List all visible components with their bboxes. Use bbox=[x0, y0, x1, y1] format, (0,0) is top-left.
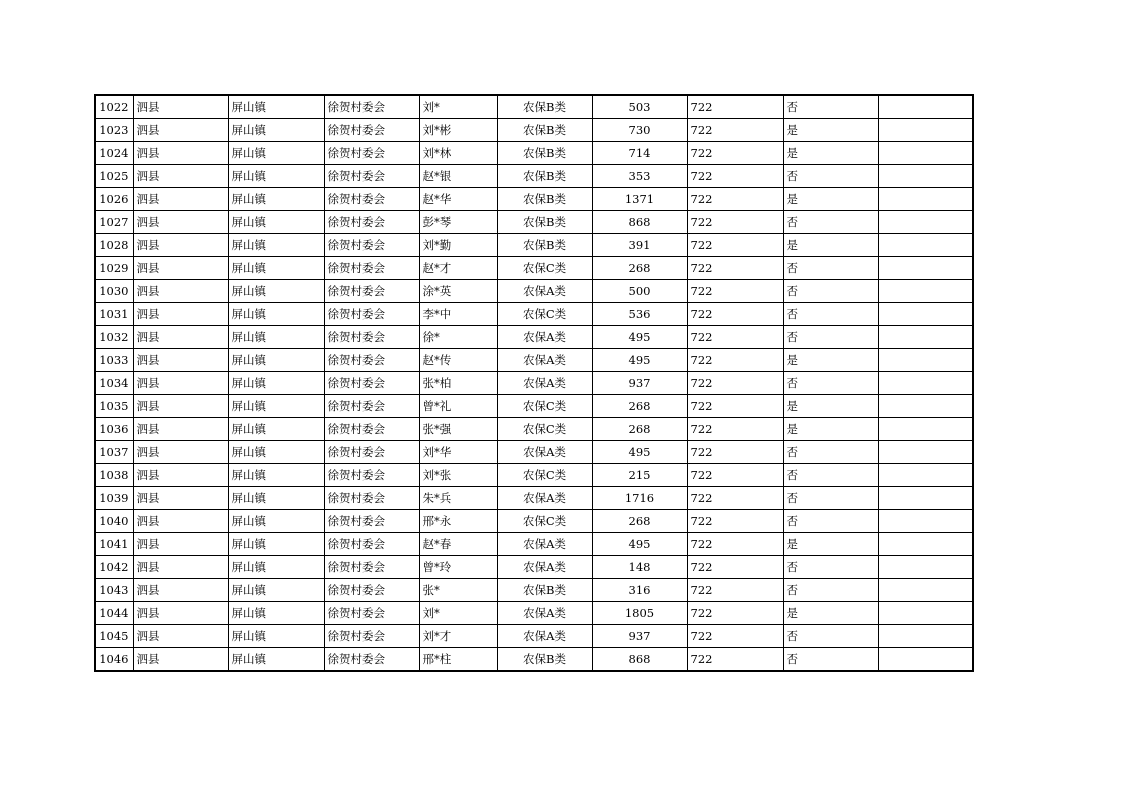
cell-flag: 否 bbox=[783, 464, 878, 487]
table-row bbox=[95, 556, 973, 579]
cell-amount: 268 bbox=[592, 510, 687, 533]
cell-town: 屏山镇 bbox=[228, 349, 324, 372]
cell-code: 722 bbox=[687, 625, 783, 648]
table-row bbox=[95, 625, 973, 648]
cell-remark bbox=[878, 142, 973, 165]
cell-code: 722 bbox=[687, 372, 783, 395]
cell-id: 1039 bbox=[95, 487, 133, 510]
cell-remark bbox=[878, 441, 973, 464]
cell-remark bbox=[878, 303, 973, 326]
cell-amount: 268 bbox=[592, 395, 687, 418]
cell-category: 农保A类 bbox=[497, 487, 592, 510]
cell-category: 农保B类 bbox=[497, 234, 592, 257]
table-row bbox=[95, 95, 973, 119]
cell-category: 农保A类 bbox=[497, 441, 592, 464]
cell-town: 屏山镇 bbox=[228, 326, 324, 349]
cell-flag: 否 bbox=[783, 257, 878, 280]
cell-town: 屏山镇 bbox=[228, 648, 324, 672]
table-body bbox=[95, 95, 973, 671]
cell-category: 农保C类 bbox=[497, 395, 592, 418]
cell-category: 农保B类 bbox=[497, 165, 592, 188]
cell-name: 张*强 bbox=[419, 418, 497, 441]
cell-name: 彭*琴 bbox=[419, 211, 497, 234]
cell-code: 722 bbox=[687, 418, 783, 441]
cell-amount: 868 bbox=[592, 648, 687, 672]
cell-code: 722 bbox=[687, 533, 783, 556]
cell-code: 722 bbox=[687, 95, 783, 119]
cell-village: 徐贺村委会 bbox=[324, 326, 419, 349]
cell-category: 农保B类 bbox=[497, 648, 592, 672]
cell-village: 徐贺村委会 bbox=[324, 418, 419, 441]
cell-id: 1035 bbox=[95, 395, 133, 418]
cell-flag: 否 bbox=[783, 95, 878, 119]
cell-amount: 316 bbox=[592, 579, 687, 602]
cell-name: 涂*英 bbox=[419, 280, 497, 303]
cell-amount: 868 bbox=[592, 211, 687, 234]
cell-county: 泗县 bbox=[133, 165, 228, 188]
cell-remark bbox=[878, 648, 973, 672]
cell-remark bbox=[878, 464, 973, 487]
cell-id: 1028 bbox=[95, 234, 133, 257]
cell-amount: 391 bbox=[592, 234, 687, 257]
cell-amount: 714 bbox=[592, 142, 687, 165]
cell-code: 722 bbox=[687, 395, 783, 418]
table-row bbox=[95, 349, 973, 372]
cell-id: 1031 bbox=[95, 303, 133, 326]
table-row bbox=[95, 234, 973, 257]
table-row bbox=[95, 648, 973, 672]
cell-village: 徐贺村委会 bbox=[324, 441, 419, 464]
cell-town: 屏山镇 bbox=[228, 533, 324, 556]
table-row bbox=[95, 418, 973, 441]
cell-county: 泗县 bbox=[133, 487, 228, 510]
cell-remark bbox=[878, 257, 973, 280]
cell-name: 赵*传 bbox=[419, 349, 497, 372]
cell-town: 屏山镇 bbox=[228, 510, 324, 533]
table-row bbox=[95, 303, 973, 326]
table-row bbox=[95, 257, 973, 280]
table-row bbox=[95, 579, 973, 602]
cell-town: 屏山镇 bbox=[228, 303, 324, 326]
cell-village: 徐贺村委会 bbox=[324, 579, 419, 602]
cell-category: 农保B类 bbox=[497, 188, 592, 211]
cell-name: 刘* bbox=[419, 602, 497, 625]
cell-code: 722 bbox=[687, 441, 783, 464]
table-row bbox=[95, 533, 973, 556]
cell-county: 泗县 bbox=[133, 142, 228, 165]
cell-name: 刘*华 bbox=[419, 441, 497, 464]
cell-code: 722 bbox=[687, 510, 783, 533]
cell-name: 张* bbox=[419, 579, 497, 602]
cell-flag: 是 bbox=[783, 602, 878, 625]
cell-county: 泗县 bbox=[133, 303, 228, 326]
cell-amount: 536 bbox=[592, 303, 687, 326]
table-row bbox=[95, 119, 973, 142]
cell-category: 农保A类 bbox=[497, 625, 592, 648]
cell-remark bbox=[878, 119, 973, 142]
cell-remark bbox=[878, 625, 973, 648]
cell-name: 朱*兵 bbox=[419, 487, 497, 510]
cell-flag: 否 bbox=[783, 648, 878, 672]
cell-town: 屏山镇 bbox=[228, 165, 324, 188]
table-row bbox=[95, 372, 973, 395]
cell-flag: 是 bbox=[783, 234, 878, 257]
cell-name: 刘*张 bbox=[419, 464, 497, 487]
cell-code: 722 bbox=[687, 280, 783, 303]
cell-county: 泗县 bbox=[133, 510, 228, 533]
cell-amount: 215 bbox=[592, 464, 687, 487]
cell-town: 屏山镇 bbox=[228, 464, 324, 487]
cell-category: 农保C类 bbox=[497, 464, 592, 487]
cell-amount: 353 bbox=[592, 165, 687, 188]
cell-code: 722 bbox=[687, 211, 783, 234]
cell-remark bbox=[878, 372, 973, 395]
cell-remark bbox=[878, 349, 973, 372]
cell-flag: 否 bbox=[783, 211, 878, 234]
cell-town: 屏山镇 bbox=[228, 602, 324, 625]
cell-category: 农保A类 bbox=[497, 602, 592, 625]
cell-category: 农保A类 bbox=[497, 533, 592, 556]
cell-flag: 是 bbox=[783, 142, 878, 165]
cell-flag: 否 bbox=[783, 579, 878, 602]
cell-county: 泗县 bbox=[133, 326, 228, 349]
cell-category: 农保A类 bbox=[497, 372, 592, 395]
cell-id: 1038 bbox=[95, 464, 133, 487]
cell-code: 722 bbox=[687, 487, 783, 510]
cell-town: 屏山镇 bbox=[228, 395, 324, 418]
cell-amount: 495 bbox=[592, 441, 687, 464]
cell-village: 徐贺村委会 bbox=[324, 395, 419, 418]
cell-county: 泗县 bbox=[133, 464, 228, 487]
cell-village: 徐贺村委会 bbox=[324, 510, 419, 533]
data-table bbox=[94, 94, 974, 672]
cell-flag: 否 bbox=[783, 510, 878, 533]
cell-village: 徐贺村委会 bbox=[324, 257, 419, 280]
cell-flag: 是 bbox=[783, 418, 878, 441]
cell-village: 徐贺村委会 bbox=[324, 372, 419, 395]
cell-remark bbox=[878, 510, 973, 533]
cell-remark bbox=[878, 418, 973, 441]
cell-name: 邢*永 bbox=[419, 510, 497, 533]
cell-county: 泗县 bbox=[133, 625, 228, 648]
cell-amount: 1371 bbox=[592, 188, 687, 211]
cell-id: 1023 bbox=[95, 119, 133, 142]
cell-county: 泗县 bbox=[133, 119, 228, 142]
cell-name: 赵*春 bbox=[419, 533, 497, 556]
cell-category: 农保A类 bbox=[497, 349, 592, 372]
cell-code: 722 bbox=[687, 303, 783, 326]
cell-county: 泗县 bbox=[133, 602, 228, 625]
cell-flag: 否 bbox=[783, 280, 878, 303]
cell-amount: 495 bbox=[592, 533, 687, 556]
cell-county: 泗县 bbox=[133, 579, 228, 602]
cell-village: 徐贺村委会 bbox=[324, 142, 419, 165]
cell-remark bbox=[878, 602, 973, 625]
cell-amount: 937 bbox=[592, 625, 687, 648]
cell-category: 农保B类 bbox=[497, 579, 592, 602]
cell-town: 屏山镇 bbox=[228, 211, 324, 234]
cell-remark bbox=[878, 165, 973, 188]
cell-id: 1040 bbox=[95, 510, 133, 533]
cell-amount: 937 bbox=[592, 372, 687, 395]
cell-id: 1033 bbox=[95, 349, 133, 372]
cell-county: 泗县 bbox=[133, 648, 228, 672]
cell-remark bbox=[878, 234, 973, 257]
cell-name: 刘* bbox=[419, 95, 497, 119]
cell-amount: 148 bbox=[592, 556, 687, 579]
cell-category: 农保A类 bbox=[497, 326, 592, 349]
cell-id: 1043 bbox=[95, 579, 133, 602]
cell-town: 屏山镇 bbox=[228, 257, 324, 280]
cell-remark bbox=[878, 395, 973, 418]
cell-village: 徐贺村委会 bbox=[324, 556, 419, 579]
cell-amount: 268 bbox=[592, 257, 687, 280]
cell-flag: 否 bbox=[783, 441, 878, 464]
cell-category: 农保B类 bbox=[497, 142, 592, 165]
cell-county: 泗县 bbox=[133, 257, 228, 280]
cell-category: 农保C类 bbox=[497, 257, 592, 280]
table-row bbox=[95, 487, 973, 510]
cell-village: 徐贺村委会 bbox=[324, 165, 419, 188]
cell-amount: 495 bbox=[592, 349, 687, 372]
cell-flag: 否 bbox=[783, 326, 878, 349]
table-row bbox=[95, 326, 973, 349]
cell-county: 泗县 bbox=[133, 395, 228, 418]
cell-village: 徐贺村委会 bbox=[324, 211, 419, 234]
table-row bbox=[95, 165, 973, 188]
table-row bbox=[95, 510, 973, 533]
cell-flag: 是 bbox=[783, 395, 878, 418]
cell-town: 屏山镇 bbox=[228, 625, 324, 648]
cell-town: 屏山镇 bbox=[228, 142, 324, 165]
cell-code: 722 bbox=[687, 326, 783, 349]
table-row bbox=[95, 464, 973, 487]
cell-code: 722 bbox=[687, 188, 783, 211]
table-row bbox=[95, 188, 973, 211]
cell-name: 曾*礼 bbox=[419, 395, 497, 418]
cell-name: 徐* bbox=[419, 326, 497, 349]
cell-county: 泗县 bbox=[133, 95, 228, 119]
cell-village: 徐贺村委会 bbox=[324, 533, 419, 556]
cell-amount: 1805 bbox=[592, 602, 687, 625]
table-row bbox=[95, 280, 973, 303]
cell-town: 屏山镇 bbox=[228, 119, 324, 142]
cell-id: 1037 bbox=[95, 441, 133, 464]
cell-name: 赵*银 bbox=[419, 165, 497, 188]
cell-id: 1029 bbox=[95, 257, 133, 280]
cell-county: 泗县 bbox=[133, 280, 228, 303]
cell-code: 722 bbox=[687, 648, 783, 672]
cell-name: 刘*才 bbox=[419, 625, 497, 648]
cell-flag: 否 bbox=[783, 303, 878, 326]
cell-name: 曾*玲 bbox=[419, 556, 497, 579]
cell-remark bbox=[878, 533, 973, 556]
cell-town: 屏山镇 bbox=[228, 280, 324, 303]
cell-remark bbox=[878, 326, 973, 349]
table-row bbox=[95, 142, 973, 165]
cell-flag: 否 bbox=[783, 487, 878, 510]
cell-code: 722 bbox=[687, 165, 783, 188]
cell-town: 屏山镇 bbox=[228, 372, 324, 395]
cell-town: 屏山镇 bbox=[228, 441, 324, 464]
cell-amount: 730 bbox=[592, 119, 687, 142]
cell-flag: 是 bbox=[783, 533, 878, 556]
cell-remark bbox=[878, 280, 973, 303]
cell-county: 泗县 bbox=[133, 211, 228, 234]
cell-village: 徐贺村委会 bbox=[324, 349, 419, 372]
cell-name: 张*柏 bbox=[419, 372, 497, 395]
cell-town: 屏山镇 bbox=[228, 418, 324, 441]
cell-village: 徐贺村委会 bbox=[324, 303, 419, 326]
cell-village: 徐贺村委会 bbox=[324, 95, 419, 119]
table-row bbox=[95, 602, 973, 625]
cell-county: 泗县 bbox=[133, 349, 228, 372]
cell-town: 屏山镇 bbox=[228, 487, 324, 510]
cell-town: 屏山镇 bbox=[228, 556, 324, 579]
cell-id: 1042 bbox=[95, 556, 133, 579]
cell-village: 徐贺村委会 bbox=[324, 188, 419, 211]
cell-town: 屏山镇 bbox=[228, 188, 324, 211]
cell-name: 邢*柱 bbox=[419, 648, 497, 672]
table-row bbox=[95, 395, 973, 418]
cell-name: 刘*勤 bbox=[419, 234, 497, 257]
cell-county: 泗县 bbox=[133, 372, 228, 395]
cell-code: 722 bbox=[687, 257, 783, 280]
cell-id: 1026 bbox=[95, 188, 133, 211]
cell-name: 刘*林 bbox=[419, 142, 497, 165]
cell-code: 722 bbox=[687, 602, 783, 625]
cell-id: 1022 bbox=[95, 95, 133, 119]
cell-remark bbox=[878, 556, 973, 579]
cell-code: 722 bbox=[687, 234, 783, 257]
cell-category: 农保A类 bbox=[497, 556, 592, 579]
cell-id: 1045 bbox=[95, 625, 133, 648]
cell-village: 徐贺村委会 bbox=[324, 280, 419, 303]
cell-remark bbox=[878, 95, 973, 119]
cell-amount: 503 bbox=[592, 95, 687, 119]
cell-category: 农保C类 bbox=[497, 418, 592, 441]
cell-name: 赵*华 bbox=[419, 188, 497, 211]
table-row bbox=[95, 441, 973, 464]
cell-county: 泗县 bbox=[133, 533, 228, 556]
cell-county: 泗县 bbox=[133, 188, 228, 211]
cell-flag: 是 bbox=[783, 349, 878, 372]
cell-flag: 是 bbox=[783, 119, 878, 142]
cell-village: 徐贺村委会 bbox=[324, 464, 419, 487]
cell-code: 722 bbox=[687, 579, 783, 602]
cell-flag: 否 bbox=[783, 625, 878, 648]
cell-category: 农保C类 bbox=[497, 303, 592, 326]
cell-village: 徐贺村委会 bbox=[324, 487, 419, 510]
cell-name: 刘*彬 bbox=[419, 119, 497, 142]
cell-id: 1024 bbox=[95, 142, 133, 165]
cell-id: 1027 bbox=[95, 211, 133, 234]
cell-amount: 495 bbox=[592, 326, 687, 349]
cell-id: 1025 bbox=[95, 165, 133, 188]
cell-code: 722 bbox=[687, 349, 783, 372]
cell-code: 722 bbox=[687, 556, 783, 579]
cell-category: 农保B类 bbox=[497, 211, 592, 234]
cell-remark bbox=[878, 579, 973, 602]
cell-county: 泗县 bbox=[133, 418, 228, 441]
cell-town: 屏山镇 bbox=[228, 234, 324, 257]
cell-id: 1041 bbox=[95, 533, 133, 556]
cell-remark bbox=[878, 188, 973, 211]
cell-county: 泗县 bbox=[133, 441, 228, 464]
cell-id: 1046 bbox=[95, 648, 133, 672]
cell-remark bbox=[878, 211, 973, 234]
cell-id: 1032 bbox=[95, 326, 133, 349]
cell-id: 1030 bbox=[95, 280, 133, 303]
cell-flag: 是 bbox=[783, 188, 878, 211]
cell-county: 泗县 bbox=[133, 234, 228, 257]
cell-id: 1034 bbox=[95, 372, 133, 395]
cell-amount: 500 bbox=[592, 280, 687, 303]
cell-code: 722 bbox=[687, 464, 783, 487]
table-row bbox=[95, 211, 973, 234]
cell-flag: 否 bbox=[783, 165, 878, 188]
cell-name: 赵*才 bbox=[419, 257, 497, 280]
cell-village: 徐贺村委会 bbox=[324, 234, 419, 257]
cell-flag: 否 bbox=[783, 372, 878, 395]
cell-village: 徐贺村委会 bbox=[324, 602, 419, 625]
cell-town: 屏山镇 bbox=[228, 579, 324, 602]
cell-village: 徐贺村委会 bbox=[324, 625, 419, 648]
cell-name: 李*中 bbox=[419, 303, 497, 326]
cell-category: 农保B类 bbox=[497, 95, 592, 119]
cell-flag: 否 bbox=[783, 556, 878, 579]
cell-town: 屏山镇 bbox=[228, 95, 324, 119]
cell-id: 1036 bbox=[95, 418, 133, 441]
cell-remark bbox=[878, 487, 973, 510]
cell-category: 农保C类 bbox=[497, 510, 592, 533]
cell-county: 泗县 bbox=[133, 556, 228, 579]
cell-amount: 268 bbox=[592, 418, 687, 441]
cell-code: 722 bbox=[687, 119, 783, 142]
cell-id: 1044 bbox=[95, 602, 133, 625]
cell-village: 徐贺村委会 bbox=[324, 648, 419, 672]
cell-category: 农保A类 bbox=[497, 280, 592, 303]
cell-amount: 1716 bbox=[592, 487, 687, 510]
cell-category: 农保B类 bbox=[497, 119, 592, 142]
cell-code: 722 bbox=[687, 142, 783, 165]
cell-village: 徐贺村委会 bbox=[324, 119, 419, 142]
